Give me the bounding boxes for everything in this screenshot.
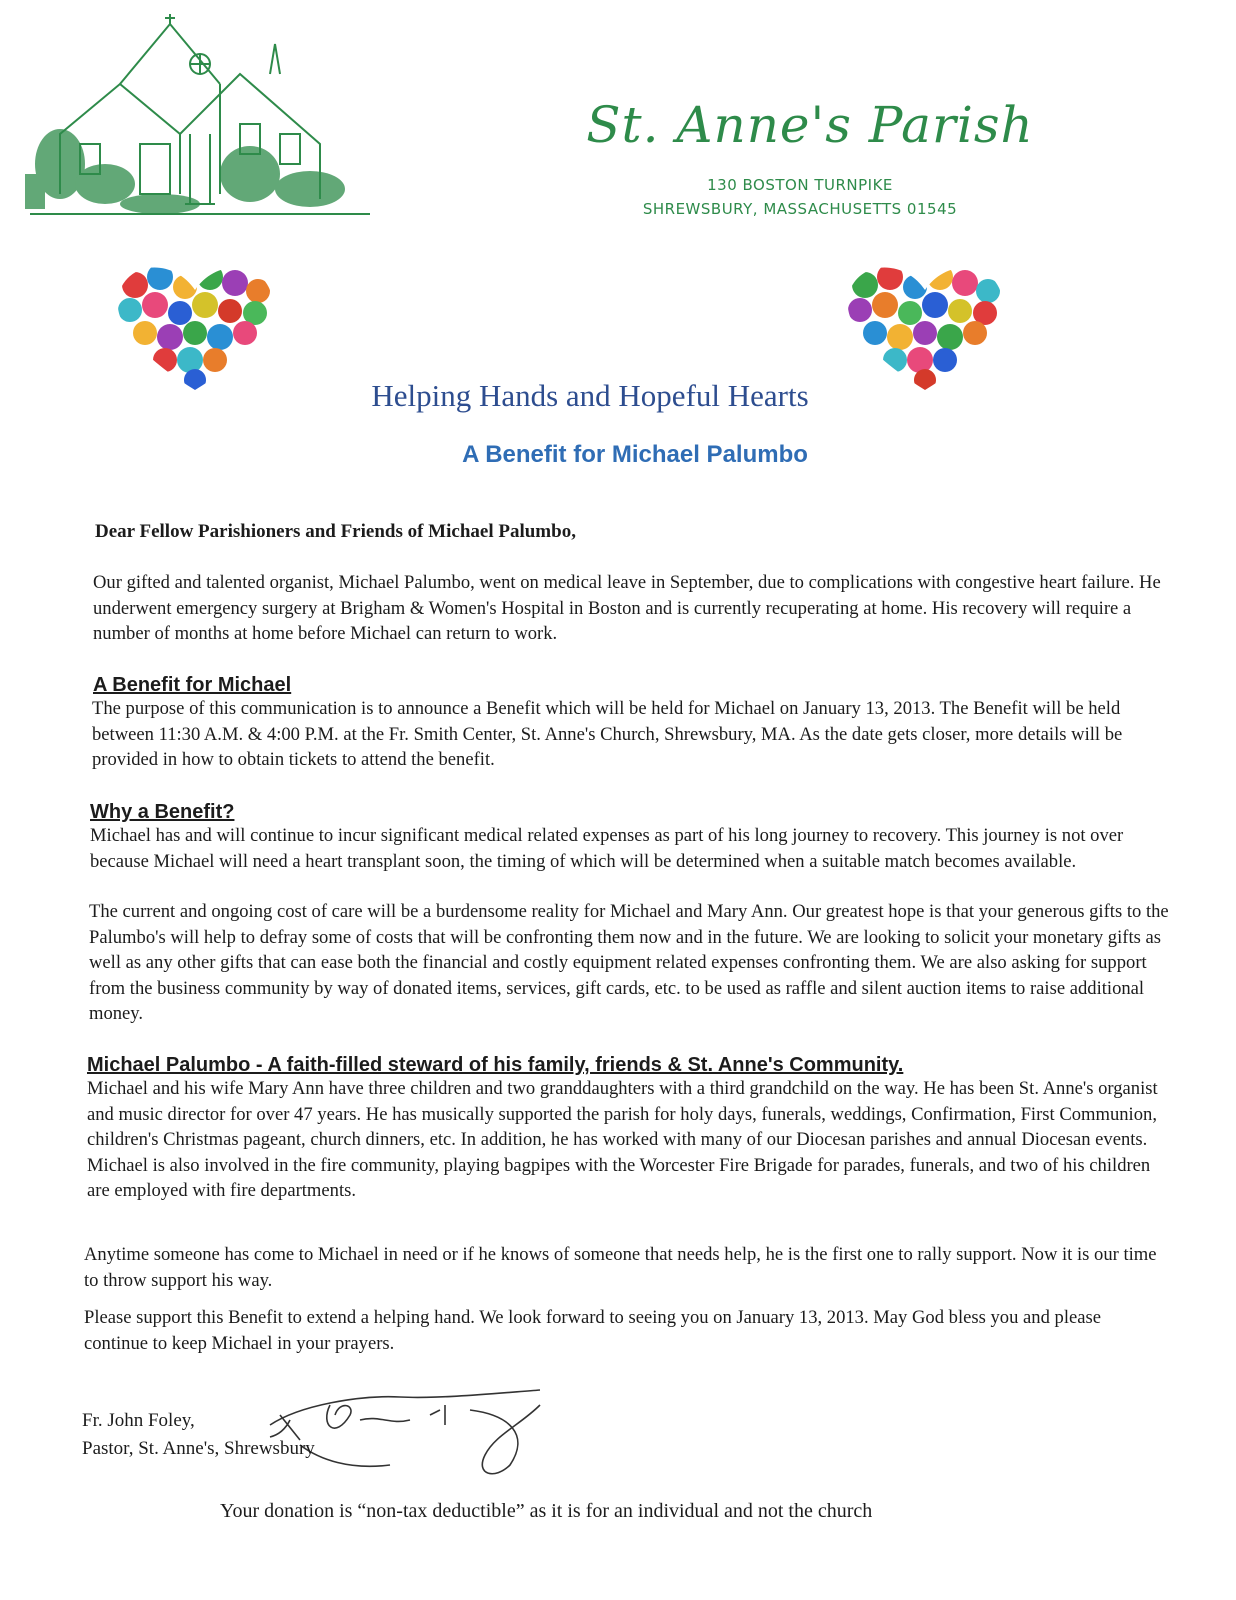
- section-body-benefit: The purpose of this communication is to announce a Benefit which will be held for Michael on January 13, 2013. The Benefit will be held between 11:30 A.M. & 4:00 P.M. at the Fr. Smith Center, St. Anne's Church, Shrewsbury, MA. As the date gets closer, more details will be provided in how to obtain tickets to attend the benefit.: [92, 698, 1123, 770]
- church-illustration: [20, 14, 380, 224]
- address-line-1: 130 BOSTON TURNPIKE: [707, 176, 893, 194]
- signer-name: Fr. John Foley,: [82, 1410, 195, 1431]
- closing-paragraph-1: Anytime someone has come to Michael in need or if he knows of someone that needs help, he is the first one to rally support. Now it is our time to throw support his way.: [84, 1244, 1157, 1291]
- section-body-steward: Michael and his wife Mary Ann have three children and two granddaughters with a third grandchild on the way. He has been St. Anne's organist and music director for over 47 years. He has musically supported the parish for holy days, funerals, weddings, Confirmation, First Communion, children's Christmas pageant, church dinners, etc. In addition, he has worked with many of our Diocesan parishes and annual Diocesan events. Michael is also involved in the fire community, playing bagpipes with the Worcester Fire Brigade for parades, funerals, and two of his children are employed with fire departments.: [87, 1078, 1158, 1201]
- intro-paragraph: Our gifted and talented organist, Michael Palumbo, went on medical leave in September, due to complications with congestive heart failure. He underwent emergency surgery at Brigham & Women's Hospital in Boston and is currently recuperating at home. His recovery will require a number of months at home before Michael can return to work.: [93, 572, 1161, 644]
- left-heart-hands-icon: [110, 255, 280, 395]
- event-subtitle: A Benefit for Michael Palumbo: [462, 441, 808, 468]
- event-title: Helping Hands and Hopeful Hearts: [371, 378, 809, 413]
- section-heading-why: Why a Benefit?: [90, 801, 235, 823]
- section-heading-benefit: A Benefit for Michael: [93, 674, 292, 696]
- address-line-2: SHREWSBURY, MASSACHUSETTS 01545: [642, 200, 958, 218]
- section-body-why-1: Michael has and will continue to incur significant medical related expenses as part of his long journey to recovery. This journey is not over because Michael will need a heart transplant soon, the timing of which will be determined when a suitable match becomes available.: [90, 825, 1124, 872]
- signer-title: Pastor, St. Anne's, Shrewsbury: [82, 1438, 315, 1459]
- parish-name: St. Anne's Parish: [586, 96, 1034, 154]
- donation-footer-note: Your donation is “non-tax deductible” as it is for an individual and not the church: [220, 1500, 873, 1522]
- section-heading-steward: Michael Palumbo - A faith-filled steward of his family, friends & St. Anne's Community.: [87, 1054, 904, 1076]
- section-body-why-2: The current and ongoing cost of care will be a burdensome reality for Michael and Mary Ann. Our greatest hope is that your generous gifts to the Palumbo's will help to defray some of costs that will be confronting them now and in the future. We are looking to solicit your monetary gifts as well as any other gifts that can ease both the financial and costly equipment related expenses confronting them. We are also asking for support from the business community by way of donated items, services, gift cards, etc. to be used as raffle and silent auction items to raise additional money.: [89, 901, 1169, 1024]
- right-heart-hands-icon: [840, 255, 1010, 395]
- letter-salutation: Dear Fellow Parishioners and Friends of Michael Palumbo,: [95, 521, 576, 542]
- handwritten-signature: [240, 1385, 560, 1485]
- closing-paragraph-2: Please support this Benefit to extend a helping hand. We look forward to seeing you on January 13, 2013. May God bless you and please continue to keep Michael in your prayers.: [84, 1307, 1101, 1354]
